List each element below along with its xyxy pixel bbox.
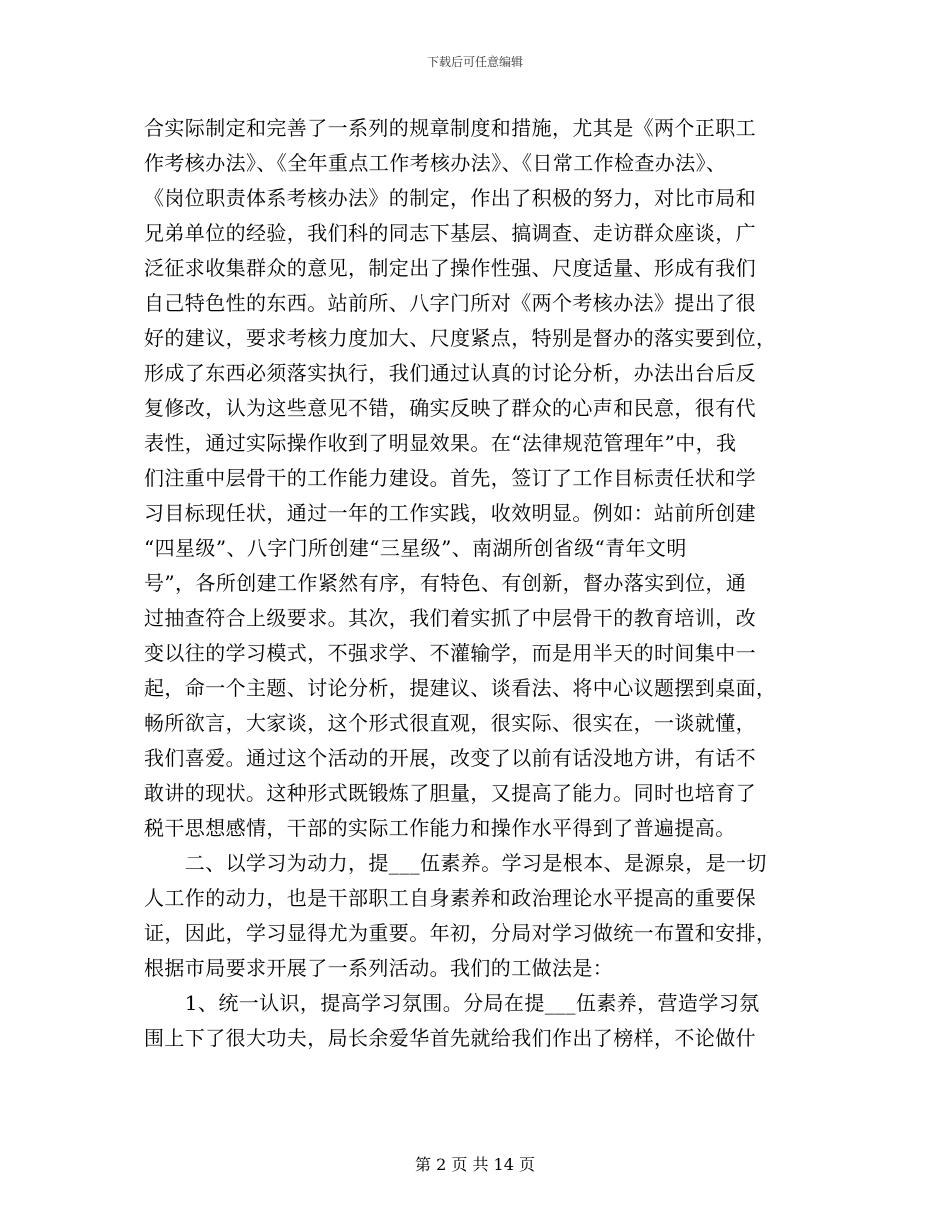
- text-line: 敢讲的现状。这种形式既锻炼了胆量，又提高了能力。同时也培育了: [144, 781, 756, 805]
- text-line: 号”，各所创建工作紧然有序，有特色、有创新，督办落实到位，通: [144, 571, 747, 595]
- text-line: 变以往的学习模式，不强求学、不灌输学，而是用半天的时间集中一: [144, 641, 756, 665]
- text-line: 们注重中层骨干的工作能力建设。首先，签订了工作目标责任状和学: [144, 466, 756, 490]
- text-line: 证，因此，学习显得尤为重要。年初，分局对学习做统一布置和安排，: [144, 921, 777, 945]
- text-line: 畅所欲言，大家谈，这个形式很直观，很实际、很实在，一谈就懂，: [144, 711, 756, 735]
- text-line: 1、统一认识，提高学习氛围。分局在提___伍素养，营造学习氛: [144, 991, 760, 1015]
- page-header: 下载后可任意编辑: [426, 55, 523, 69]
- text-line: 税干思想感情，干部的实际工作能力和操作水平得到了普遍提高。: [144, 816, 736, 840]
- text-line: 过抽查符合上级要求。其次，我们着实抓了中层骨干的教育培训，改: [144, 606, 756, 630]
- text-line: 人工作的动力，也是干部职工自身素养和政治理论水平提高的重要保: [144, 886, 756, 910]
- text-line: 兄弟单位的经验，我们科的同志下基层、搞调查、走访群众座谈，广: [144, 221, 756, 245]
- text-line: 自己特色性的东西。站前所、八字门所对《两个考核办法》提出了很: [144, 291, 756, 315]
- page-number: 第 2 页 共 14 页: [415, 1155, 535, 1174]
- text-line: 根据市局要求开展了一系列活动。我们的工做法是：: [144, 956, 614, 980]
- text-line: 作考核办法》、《全年重点工作考核办法》、《日常工作检查办法》、: [144, 151, 727, 175]
- text-line: 泛征求收集群众的意见，制定出了操作性强、尺度适量、形成有我们: [144, 256, 756, 280]
- text-line: “四星级”、八字门所创建“三星级”、南湖所创省级“青年文明: [144, 536, 687, 560]
- text-line: 形成了东西必须落实执行，我们通过认真的讨论分析，办法出台后反: [144, 361, 756, 385]
- text-line: 好的建议，要求考核力度加大、尺度紧点，特别是督办的落实要到位，: [144, 326, 777, 350]
- text-line: 二、以学习为动力，提___伍素养。学习是根本、是源泉，是一切: [144, 851, 767, 875]
- text-line: 复修改，认为这些意见不错，确实反映了群众的心声和民意，很有代: [144, 396, 756, 420]
- text-line: 习目标现任状，通过一年的工作实践，收效明显。例如：站前所创建: [144, 501, 756, 525]
- text-line: 合实际制定和完善了一系列的规章制度和措施，尤其是《两个正职工: [144, 116, 756, 140]
- text-line: 我们喜爱。通过这个活动的开展，改变了以前有话没地方讲，有话不: [144, 746, 756, 770]
- text-line: 围上下了很大功夫，局长余爱华首先就给我们作出了榜样，不论做什: [144, 1026, 756, 1050]
- document-body: [144, 111, 804, 1056]
- text-line: 起，命一个主题、讨论分析，提建议、谈看法、将中心议题摆到桌面，: [144, 676, 777, 700]
- text-line: 《岗位职责体系考核办法》的制定，作出了积极的努力，对比市局和: [144, 186, 756, 210]
- text-line: 表性，通过实际操作收到了明显效果。在“法律规范管理年”中，我: [144, 431, 737, 455]
